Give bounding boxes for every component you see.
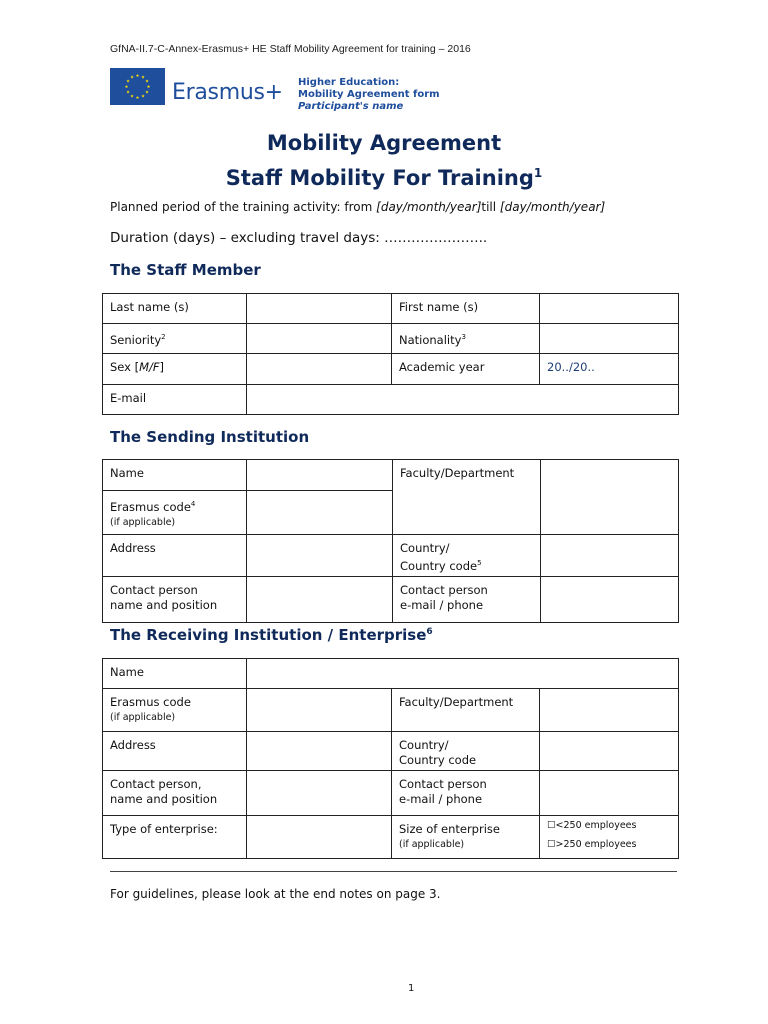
- erasmus-logo: [110, 68, 295, 108]
- nationality-field[interactable]: [540, 324, 679, 354]
- receiving-name-label: Name: [103, 659, 247, 689]
- planned-period: [110, 200, 605, 214]
- sending-address-field[interactable]: [247, 535, 393, 577]
- flag-star: ★: [140, 94, 146, 100]
- first-name-label: First name (s): [392, 294, 540, 324]
- receiving-contact-email-field[interactable]: [540, 771, 679, 816]
- title-line2-text: Staff Mobility For Training: [225, 166, 534, 190]
- sending-faculty-label: Faculty/Department: [393, 460, 541, 535]
- flag-star: ★: [129, 75, 135, 81]
- sending-contact-label: Contact person name and position: [103, 576, 247, 622]
- footnote-divider: [110, 871, 677, 872]
- enterprise-size-options: [540, 816, 679, 859]
- receiving-erasmus-code-field[interactable]: [247, 689, 392, 732]
- nationality-label: Nationality$^3$: [392, 324, 540, 354]
- size-under-250-checkbox[interactable]: ☐<250 employees: [547, 820, 637, 831]
- receiving-faculty-label: Faculty/Department: [392, 689, 540, 732]
- receiving-erasmus-code-label: Erasmus code (if applicable): [103, 689, 247, 732]
- page-number: 1: [408, 983, 415, 994]
- erasmus-brand-text: Erasmus+: [172, 80, 283, 105]
- receiving-contact-email-label: Contact person e-mail / phone: [392, 771, 540, 816]
- receiving-faculty-field[interactable]: [540, 689, 679, 732]
- sending-contact-field[interactable]: [247, 576, 393, 622]
- flag-star: ★: [135, 96, 140, 102]
- period-from: [day/month/year]: [376, 200, 482, 214]
- first-name-field[interactable]: [540, 294, 679, 324]
- period-till-word: till: [481, 200, 500, 214]
- flag-star: ★: [125, 90, 130, 96]
- title-line2: [0, 166, 768, 190]
- flag-star: ★: [125, 79, 130, 85]
- staff-table: [102, 293, 679, 415]
- flag-star: ★: [145, 79, 150, 85]
- academic-year-label: Academic year: [392, 354, 540, 385]
- sending-name-label: Name: [103, 460, 247, 491]
- flag-star: ★: [129, 94, 135, 100]
- receiving-country-label: Country/ Country code: [392, 732, 540, 771]
- period-till: [day/month/year]: [499, 200, 606, 214]
- enterprise-size-label: Size of enterprise (if applicable): [392, 816, 540, 859]
- enterprise-type-label: Type of enterprise:: [103, 816, 247, 859]
- title-line1: Mobility Agreement: [266, 131, 502, 155]
- last-name-field[interactable]: [247, 294, 392, 324]
- academic-year-field[interactable]: 20../20..: [540, 354, 679, 385]
- flag-star: ★: [145, 90, 150, 96]
- logo-caption-line2: Mobility Agreement form: [298, 89, 440, 100]
- size-over-250-checkbox[interactable]: ☐>250 employees: [547, 839, 637, 850]
- flag-star: ★: [146, 85, 151, 91]
- staff-heading: The Staff Member: [110, 261, 261, 279]
- receiving-address-field[interactable]: [247, 732, 392, 771]
- sending-address-label: Address: [103, 535, 247, 577]
- receiving-contact-field[interactable]: [247, 771, 392, 816]
- email-label: E-mail: [103, 385, 247, 415]
- flag-star: ★: [135, 74, 140, 80]
- flag-star: ★: [124, 85, 129, 91]
- sending-table: [102, 459, 679, 623]
- sex-label: Sex [M/F]: [103, 354, 247, 385]
- eu-flag-icon: [110, 68, 165, 105]
- logo-caption: [298, 77, 440, 113]
- logo-caption-line3: Participant's name: [298, 101, 404, 112]
- receiving-contact-label: Contact person, name and position: [103, 771, 247, 816]
- last-name-label: Last name (s): [103, 294, 247, 324]
- sex-field[interactable]: [247, 354, 392, 385]
- sending-erasmus-code-label: Erasmus code$^4$ (if applicable): [103, 491, 247, 535]
- receiving-address-label: Address: [103, 732, 247, 771]
- sending-contact-email-field[interactable]: [541, 576, 679, 622]
- receiving-country-field[interactable]: [540, 732, 679, 771]
- seniority-label: Seniority$^2$: [103, 324, 247, 354]
- sending-country-label: Country/ Country code$^5$: [393, 535, 541, 577]
- sending-name-field[interactable]: [247, 460, 393, 491]
- document-header: GfNA-II.7-C-Annex-Erasmus+ HE Staff Mobility Agreement for training – 2016: [110, 43, 471, 55]
- receiving-name-field[interactable]: [247, 659, 679, 689]
- seniority-field[interactable]: [247, 324, 392, 354]
- sending-country-field[interactable]: [541, 535, 679, 577]
- sending-faculty-field[interactable]: [541, 460, 679, 535]
- title-footnote: 1: [533, 166, 543, 180]
- email-field[interactable]: [247, 385, 679, 415]
- guidelines-note: For guidelines, please look at the end notes on page 3.: [110, 887, 441, 901]
- sending-contact-email-label: Contact person e-mail / phone: [393, 576, 541, 622]
- logo-caption-line1: Higher Education:: [298, 77, 400, 88]
- period-prefix: Planned period of the training activity: from: [110, 200, 377, 214]
- flag-star: ★: [140, 75, 146, 81]
- enterprise-type-field[interactable]: [247, 816, 392, 859]
- receiving-heading: The Receiving Institution / Enterprise$^6$: [110, 626, 433, 644]
- sending-erasmus-code-field[interactable]: [247, 491, 393, 535]
- duration-line: Duration (days) – excluding travel days: …………………..: [110, 230, 488, 246]
- receiving-table: [102, 658, 679, 859]
- sending-heading: The Sending Institution: [110, 428, 310, 446]
